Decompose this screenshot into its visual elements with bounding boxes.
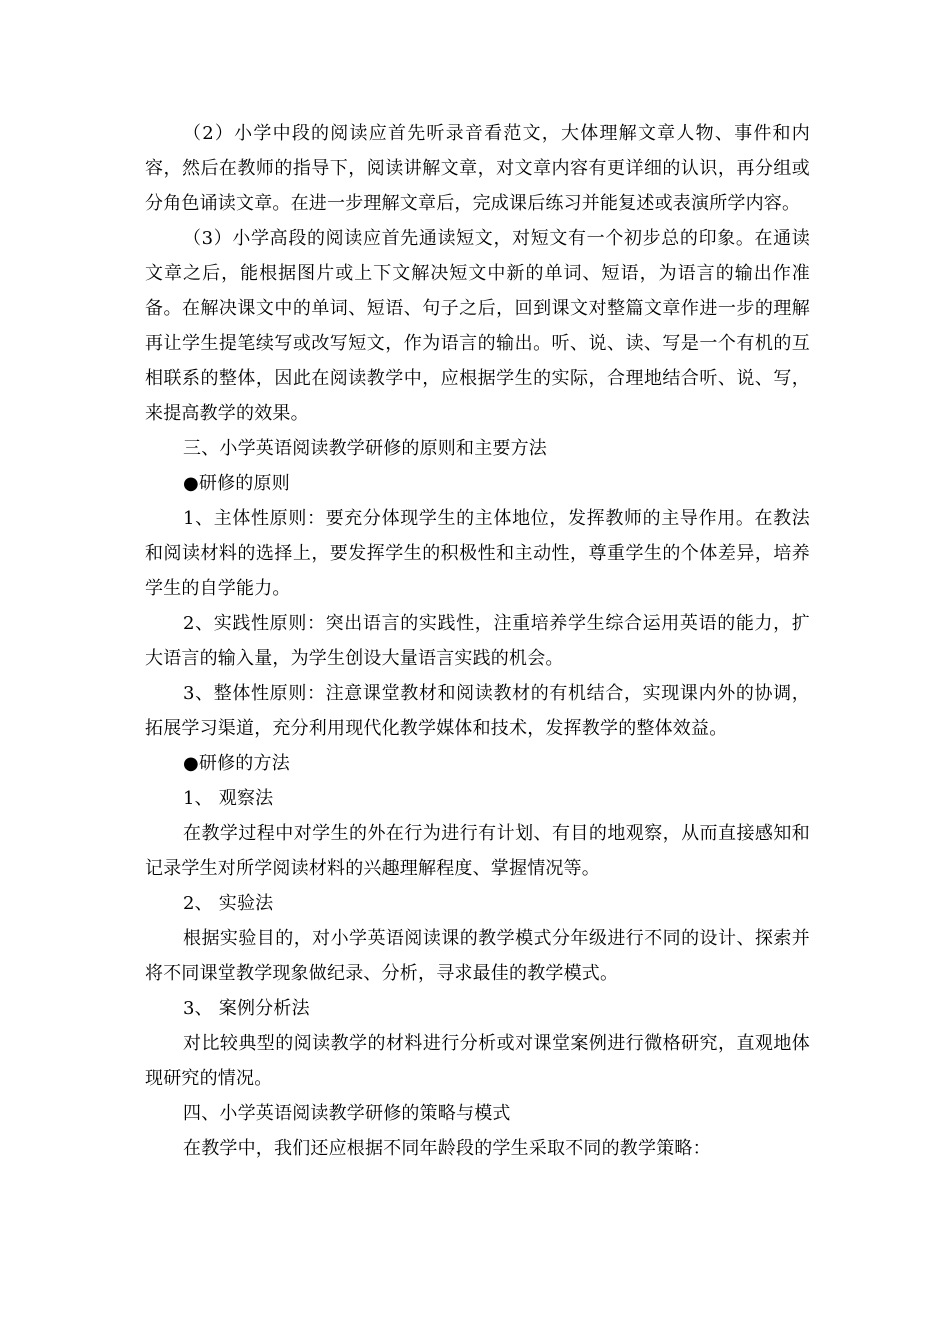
section-heading-principles-methods: 三、小学英语阅读教学研修的原则和主要方法: [183, 438, 547, 459]
principle-practice: 2、实践性原则：突出语言的实践性，注重培养学生综合运用英语的能力，扩大语言的输入量，为学生创设大量语言实践的机会。: [145, 613, 810, 669]
principle-subjectivity: 1、主体性原则：要充分体现学生的主体地位，发挥教师的主导作用。在教法和阅读材料的选择上，要发挥学生的积极性和主动性，尊重学生的个体差异，培养学生的自学能力。: [145, 508, 810, 599]
subheading-principles: ●研修的原则: [183, 473, 290, 494]
subheading-methods: ●研修的方法: [183, 753, 290, 774]
method-case-analysis-title: 3、 案例分析法: [183, 998, 310, 1019]
method-observation-title: 1、 观察法: [183, 788, 274, 809]
method-case-analysis-text: 对比较典型的阅读教学的材料进行分析或对课堂案例进行微格研究，直观地体现研究的情况。: [145, 1033, 810, 1089]
paragraph-upper-grade-reading: （3）小学高段的阅读应首先通读短文，对短文有一个初步总的印象。在通读文章之后，能根据图片或上下文解决短文中新的单词、短语，为语言的输出作准备。在解决课文中的单词、短语、句子之后，回到课文对整篇文章作进一步的理解再让学生提笔续写或改写短文，作为语言的输出。听、说、读、写是一个有机的互相联系的整体，因此在阅读教学中，应根据学生的实际，合理地结合听、说、写，来提高教学的效果。: [145, 228, 810, 424]
paragraph-strategies-intro: 在教学中，我们还应根据不同年龄段的学生采取不同的教学策略：: [183, 1138, 711, 1159]
method-experiment-text: 根据实验目的，对小学英语阅读课的教学模式分年级进行不同的设计、探索并将不同课堂教学现象做纪录、分析，寻求最佳的教学模式。: [145, 928, 810, 984]
paragraph-middle-grade-reading: （2）小学中段的阅读应首先听录音看范文，大体理解文章人物、事件和内容，然后在教师的指导下，阅读讲解文章，对文章内容有更详细的认识，再分组或分角色诵读文章。在进一步理解文章后，完成课后练习并能复述或表演所学内容。: [145, 123, 810, 214]
section-heading-strategies-models: 四、小学英语阅读教学研修的策略与模式: [183, 1103, 511, 1124]
method-experiment-title: 2、 实验法: [183, 893, 274, 914]
method-observation-text: 在教学过程中对学生的外在行为进行有计划、有目的地观察，从而直接感知和记录学生对所学阅读材料的兴趣理解程度、掌握情况等。: [145, 823, 810, 879]
document-body: [145, 116, 810, 1166]
principle-integrity: 3、整体性原则：注意课堂教材和阅读教材的有机结合，实现课内外的协调，拓展学习渠道，充分利用现代化教学媒体和技术，发挥教学的整体效益。: [145, 683, 810, 739]
